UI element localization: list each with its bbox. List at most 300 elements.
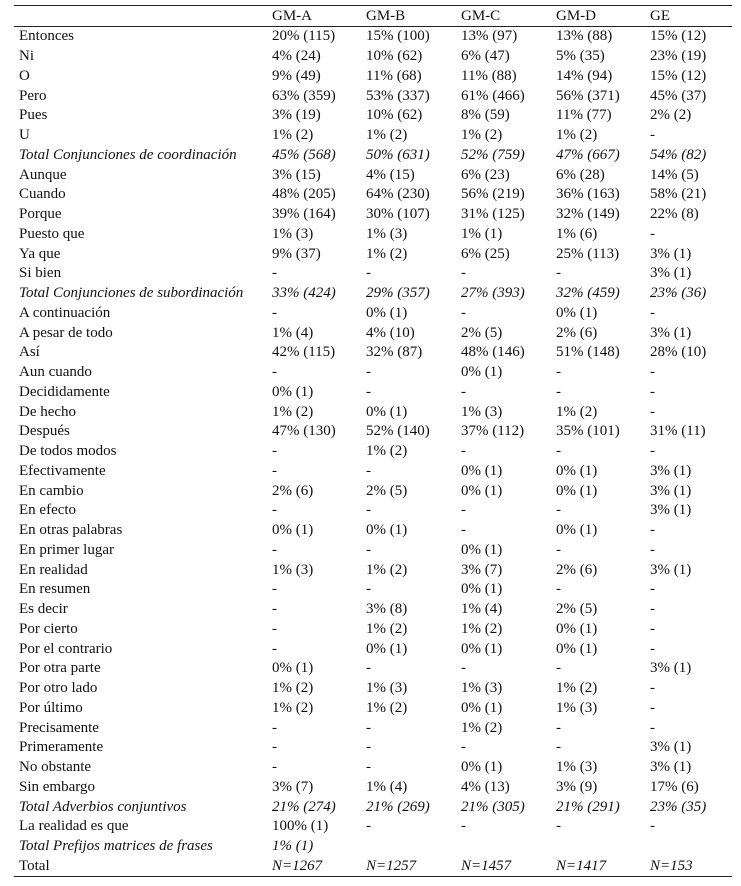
header-label-column [14,6,267,27]
cell-gm-b: 64% (230) [366,186,430,203]
table-row [14,106,732,126]
cell-gm-b: 1% (4) [366,778,408,795]
table-row [14,225,732,245]
row-label: Es decir [19,601,68,618]
cell-gm-a: 1% (1) [272,838,314,855]
cell-gm-b: 11% (68) [366,67,422,84]
cell-gm-a: - [272,502,277,519]
cell-gm-a: 3% (15) [272,166,321,183]
cell-gm-b: 1% (2) [366,620,408,637]
cell-gm-a: - [272,719,277,736]
cell-gm-a: - [272,581,277,598]
cell-gm-a: 3% (19) [272,107,321,124]
table-row [14,778,732,798]
cell-gm-b: 52% (140) [366,423,430,440]
cell-gm-a: 63% (359) [272,87,336,104]
cell-gm-c: - [461,502,466,519]
row-label: En realidad [19,561,88,578]
table-row [14,47,732,67]
table-row [14,659,732,679]
table-row [14,718,732,738]
cell-gm-c: 56% (219) [461,186,525,203]
row-label: Pero [19,87,47,104]
cell-ge: - [650,818,655,835]
cell-ge: 22% (8) [650,206,699,223]
cell-gm-b: 15% (100) [366,28,430,45]
cell-gm-b: 2% (5) [366,482,408,499]
cell-gm-b: 1% (3) [366,225,408,242]
cell-ge: 15% (12) [650,67,707,84]
row-label: Por otra parte [19,660,101,677]
cell-gm-c: - [461,304,466,321]
cell-gm-d: - [556,660,561,677]
cell-gm-c: - [461,443,466,460]
cell-gm-a: 47% (130) [272,423,336,440]
table-row [14,323,732,343]
cell-gm-b: 0% (1) [366,304,408,321]
cell-gm-b: N=1257 [361,857,456,877]
row-label: Entonces [19,28,74,45]
cell-gm-b: 0% (1) [366,522,408,539]
cell-ge: 31% (11) [650,423,706,440]
cell-ge: - [650,364,655,381]
cell-gm-b: 53% (337) [366,87,430,104]
cell-gm-d: 0% (1) [556,640,598,657]
table-row [14,580,732,600]
table-row [14,205,732,225]
cell-gm-a: 0% (1) [272,660,314,677]
cell-gm-d: 14% (94) [556,67,613,84]
table-row [14,165,732,185]
row-label: Total [14,857,267,877]
row-label: O [19,67,30,84]
table-row [14,402,732,422]
cell-gm-c: 1% (1) [461,225,503,242]
cell-gm-a: 1% (2) [272,699,314,716]
cell-gm-a: 45% (568) [272,146,336,163]
cell-gm-d: 2% (5) [556,601,598,618]
cell-gm-c: 0% (1) [461,699,503,716]
cell-ge: 3% (1) [650,462,692,479]
cell-gm-d: 0% (1) [556,522,598,539]
cell-gm-b: 1% (2) [366,127,408,144]
table-row [14,857,732,877]
table-row [14,481,732,501]
table-row [14,244,732,264]
row-label: Después [19,423,70,440]
cell-gm-d: - [556,364,561,381]
cell-gm-d: 1% (2) [556,127,598,144]
cell-gm-d: - [556,719,561,736]
table-row [14,304,732,324]
cell-ge: - [650,522,655,539]
row-label: Si bien [19,265,62,282]
header-ge: GE [645,6,732,27]
table-row [14,541,732,561]
cell-gm-d: 13% (88) [556,28,613,45]
row-label: En resumen [19,581,91,598]
cell-gm-a: - [272,364,277,381]
cell-gm-d: - [556,581,561,598]
cell-ge: - [650,541,655,558]
cell-gm-d: - [556,818,561,835]
cell-gm-a: 1% (3) [272,561,314,578]
row-label: En primer lugar [19,541,114,558]
cell-gm-b: - [366,265,371,282]
cell-gm-b: 1% (2) [366,699,408,716]
cell-ge: - [650,383,655,400]
cell-gm-d: 36% (163) [556,186,620,203]
row-label: En cambio [19,482,84,499]
cell-gm-d: 1% (3) [556,699,598,716]
cell-gm-a: 42% (115) [272,344,336,361]
cell-gm-c: 61% (466) [461,87,525,104]
row-label: Total Adverbios conjuntivos [19,798,187,815]
cell-ge: - [650,443,655,460]
row-label: De hecho [19,403,77,420]
table-body [14,27,732,877]
cell-gm-a: - [272,541,277,558]
table-row [14,363,732,383]
cell-gm-d: 5% (35) [556,48,605,65]
cell-gm-a: 1% (3) [272,225,314,242]
cell-gm-d: 0% (1) [556,482,598,499]
cell-gm-d: 3% (9) [556,778,598,795]
cell-gm-b: 10% (62) [366,48,423,65]
cell-gm-a: - [272,759,277,776]
cell-gm-d: - [556,739,561,756]
cell-gm-c: 11% (88) [461,67,517,84]
cell-ge: 2% (2) [650,107,692,124]
cell-gm-b: 3% (8) [366,601,408,618]
cell-gm-b: - [366,502,371,519]
header-gm-a: GM-A [267,6,361,27]
cell-gm-a: - [272,462,277,479]
cell-gm-b: 1% (3) [366,680,408,697]
header-gm-c: GM-C [456,6,551,27]
table-row [14,185,732,205]
cell-gm-b: 32% (87) [366,344,423,361]
header-gm-d: GM-D [551,6,645,27]
cell-gm-d: 0% (1) [556,620,598,637]
cell-gm-b: - [366,462,371,479]
cell-gm-b: 1% (2) [366,245,408,262]
cell-gm-d: 25% (113) [556,245,620,262]
cell-gm-d: 1% (3) [556,759,598,776]
cell-gm-c: - [461,383,466,400]
cell-gm-a: - [272,601,277,618]
table-row [14,758,732,778]
cell-gm-c: 6% (23) [461,166,510,183]
cell-gm-d: 0% (1) [556,304,598,321]
cell-gm-a: 100% (1) [272,818,329,835]
cell-gm-c: 2% (5) [461,324,503,341]
table-row [14,837,732,857]
cell-gm-d: - [556,541,561,558]
cell-gm-c: 1% (2) [461,620,503,637]
table-row [14,284,732,304]
cell-ge: 3% (1) [650,561,692,578]
cell-gm-c: 1% (3) [461,680,503,697]
row-label: Primeramente [19,739,104,756]
table-row [14,699,732,719]
table-row [14,383,732,403]
table-row [14,264,732,284]
cell-gm-a: 20% (115) [272,28,336,45]
row-label: U [19,127,30,144]
cell-ge: 3% (1) [650,739,692,756]
cell-gm-b: - [366,364,371,381]
cell-gm-d: 6% (28) [556,166,605,183]
cell-gm-a: - [272,620,277,637]
cell-gm-a: - [272,739,277,756]
cell-gm-a: 1% (2) [272,127,314,144]
row-label: Aun cuando [19,364,92,381]
conjunctions-frequency-table [14,5,732,877]
cell-gm-a: 4% (24) [272,48,321,65]
cell-ge: - [650,601,655,618]
cell-gm-a: 39% (164) [272,206,336,223]
cell-gm-b: - [366,739,371,756]
cell-gm-d: - [556,502,561,519]
cell-ge: - [650,403,655,420]
cell-gm-c: 48% (146) [461,344,525,361]
cell-gm-b: - [366,383,371,400]
cell-gm-a: 9% (37) [272,245,321,262]
row-label: Por cierto [19,620,78,637]
cell-ge: - [650,680,655,697]
cell-gm-d: 32% (459) [556,285,620,302]
cell-gm-c: N=1457 [456,857,551,877]
cell-gm-c: 1% (2) [461,127,503,144]
cell-ge: - [650,581,655,598]
header-row [14,6,732,27]
cell-gm-d: 47% (667) [556,146,620,163]
cell-gm-c: 1% (4) [461,601,503,618]
table-row [14,442,732,462]
cell-gm-d: 56% (371) [556,87,620,104]
cell-gm-a: 9% (49) [272,67,321,84]
cell-ge: - [650,127,655,144]
cell-gm-c: 0% (1) [461,759,503,776]
cell-gm-c: 4% (13) [461,778,510,795]
cell-gm-a: 3% (7) [272,778,314,795]
cell-gm-a: - [272,304,277,321]
row-label: Sin embargo [19,778,95,795]
table-row [14,126,732,146]
cell-ge: - [650,640,655,657]
cell-ge: 14% (5) [650,166,699,183]
cell-ge: - [650,699,655,716]
cell-ge: 3% (1) [650,759,692,776]
row-label: A pesar de todo [19,324,113,341]
cell-ge: N=153 [645,857,732,877]
cell-gm-c: 21% (305) [461,798,525,815]
table-row [14,146,732,166]
cell-gm-c: 1% (3) [461,403,503,420]
cell-gm-c [456,837,551,857]
cell-gm-a: 2% (6) [272,482,314,499]
cell-ge: 45% (37) [650,87,707,104]
cell-gm-c: 52% (759) [461,146,525,163]
row-label: A continuación [19,304,111,321]
table-row [14,679,732,699]
cell-ge: 15% (12) [650,28,707,45]
cell-gm-a: - [272,640,277,657]
cell-gm-b: - [366,581,371,598]
cell-gm-b: 1% (2) [366,443,408,460]
cell-gm-c: 0% (1) [461,364,503,381]
cell-ge: 3% (1) [650,245,692,262]
cell-gm-c: 37% (112) [461,423,525,440]
row-label: Así [19,344,40,361]
row-label: En otras palabras [19,522,123,539]
cell-gm-c: 6% (47) [461,48,510,65]
row-label: Cuando [19,186,66,203]
cell-gm-c: - [461,739,466,756]
header-gm-b: GM-B [361,6,456,27]
cell-gm-c: 0% (1) [461,640,503,657]
cell-gm-b: 0% (1) [366,403,408,420]
cell-gm-a: 33% (424) [272,285,336,302]
cell-ge: 3% (1) [650,265,692,282]
cell-gm-c: 0% (1) [461,541,503,558]
cell-ge: 3% (1) [650,482,692,499]
row-label: Aunque [19,166,67,183]
cell-gm-b: - [366,541,371,558]
table-row [14,27,732,47]
row-label: En efecto [19,502,77,519]
cell-gm-a: 1% (4) [272,324,314,341]
cell-gm-d: - [556,383,561,400]
cell-ge: 23% (19) [650,48,707,65]
cell-gm-b: 0% (1) [366,640,408,657]
cell-gm-c: - [461,818,466,835]
table-header [14,6,732,27]
row-label: Total Conjunciones de subordinación [19,285,244,302]
row-label: Porque [19,206,62,223]
cell-gm-d: 1% (2) [556,403,598,420]
table-row [14,501,732,521]
cell-gm-c: - [461,522,466,539]
cell-gm-a: 1% (2) [272,680,314,697]
cell-gm-a: 48% (205) [272,186,336,203]
cell-gm-b [361,837,456,857]
cell-gm-a: 21% (274) [272,798,336,815]
cell-gm-b: - [366,818,371,835]
cell-gm-c: 0% (1) [461,482,503,499]
cell-ge: 17% (6) [650,778,699,795]
table-row [14,738,732,758]
row-label: Por último [19,699,83,716]
row-label: Por otro lado [19,680,98,697]
cell-ge: - [650,304,655,321]
cell-gm-c: 1% (2) [461,719,503,736]
cell-gm-a: - [272,443,277,460]
cell-gm-c: 6% (25) [461,245,510,262]
cell-gm-c: 3% (7) [461,561,503,578]
row-label: La realidad es que [19,818,129,835]
cell-ge: 28% (10) [650,344,707,361]
cell-gm-d: - [556,443,561,460]
cell-gm-b: 4% (10) [366,324,415,341]
cell-gm-a: N=1267 [267,857,361,877]
table-row [14,817,732,837]
cell-gm-b: 1% (2) [366,561,408,578]
row-label: Ya que [19,245,61,262]
cell-gm-b: 29% (357) [366,285,430,302]
table-row [14,560,732,580]
cell-gm-c: 13% (97) [461,28,518,45]
cell-ge: 3% (1) [650,324,692,341]
cell-gm-c: 8% (59) [461,107,510,124]
cell-ge: 23% (36) [650,285,707,302]
cell-ge: 54% (82) [650,146,707,163]
cell-gm-a: 0% (1) [272,522,314,539]
cell-ge: - [650,620,655,637]
cell-gm-b: 10% (62) [366,107,423,124]
cell-gm-c: 27% (393) [461,285,525,302]
row-label: Ni [19,48,34,65]
cell-gm-b: - [366,759,371,776]
table-row [14,462,732,482]
cell-gm-d: 2% (6) [556,561,598,578]
cell-ge [645,837,732,857]
cell-gm-d: 35% (101) [556,423,620,440]
cell-gm-b: 21% (269) [366,798,430,815]
row-label: Total Conjunciones de coordinación [19,146,237,163]
table-row [14,600,732,620]
row-label: Puesto que [19,225,85,242]
cell-gm-d: 51% (148) [556,344,620,361]
row-label: Total Prefijos matrices de frases [19,838,213,855]
table-row [14,639,732,659]
row-label: Por el contrario [19,640,113,657]
row-label: No obstante [19,759,92,776]
cell-gm-d [551,837,645,857]
cell-ge: 3% (1) [650,502,692,519]
cell-gm-c: 0% (1) [461,462,503,479]
cell-gm-b: 30% (107) [366,206,430,223]
cell-gm-b: 4% (15) [366,166,415,183]
row-label: Decididamente [19,383,110,400]
cell-ge: 23% (35) [650,798,707,815]
cell-gm-d: - [556,265,561,282]
table-row [14,67,732,87]
row-label: Pues [19,107,48,124]
cell-ge: 58% (21) [650,186,707,203]
table-row [14,620,732,640]
table-row [14,521,732,541]
cell-gm-c: 31% (125) [461,206,525,223]
cell-ge: - [650,225,655,242]
cell-gm-c: - [461,660,466,677]
cell-gm-b: 50% (631) [366,146,430,163]
cell-gm-d: 0% (1) [556,462,598,479]
table-row [14,343,732,363]
cell-gm-d: 11% (77) [556,107,612,124]
table-row [14,797,732,817]
cell-gm-d: 1% (2) [556,680,598,697]
table-row [14,86,732,106]
cell-ge: - [650,719,655,736]
cell-gm-b: - [366,660,371,677]
cell-gm-d: 32% (149) [556,206,620,223]
cell-gm-d: 2% (6) [556,324,598,341]
cell-gm-c: - [461,265,466,282]
cell-gm-d: 1% (6) [556,225,598,242]
row-label: Efectivamente [19,462,106,479]
